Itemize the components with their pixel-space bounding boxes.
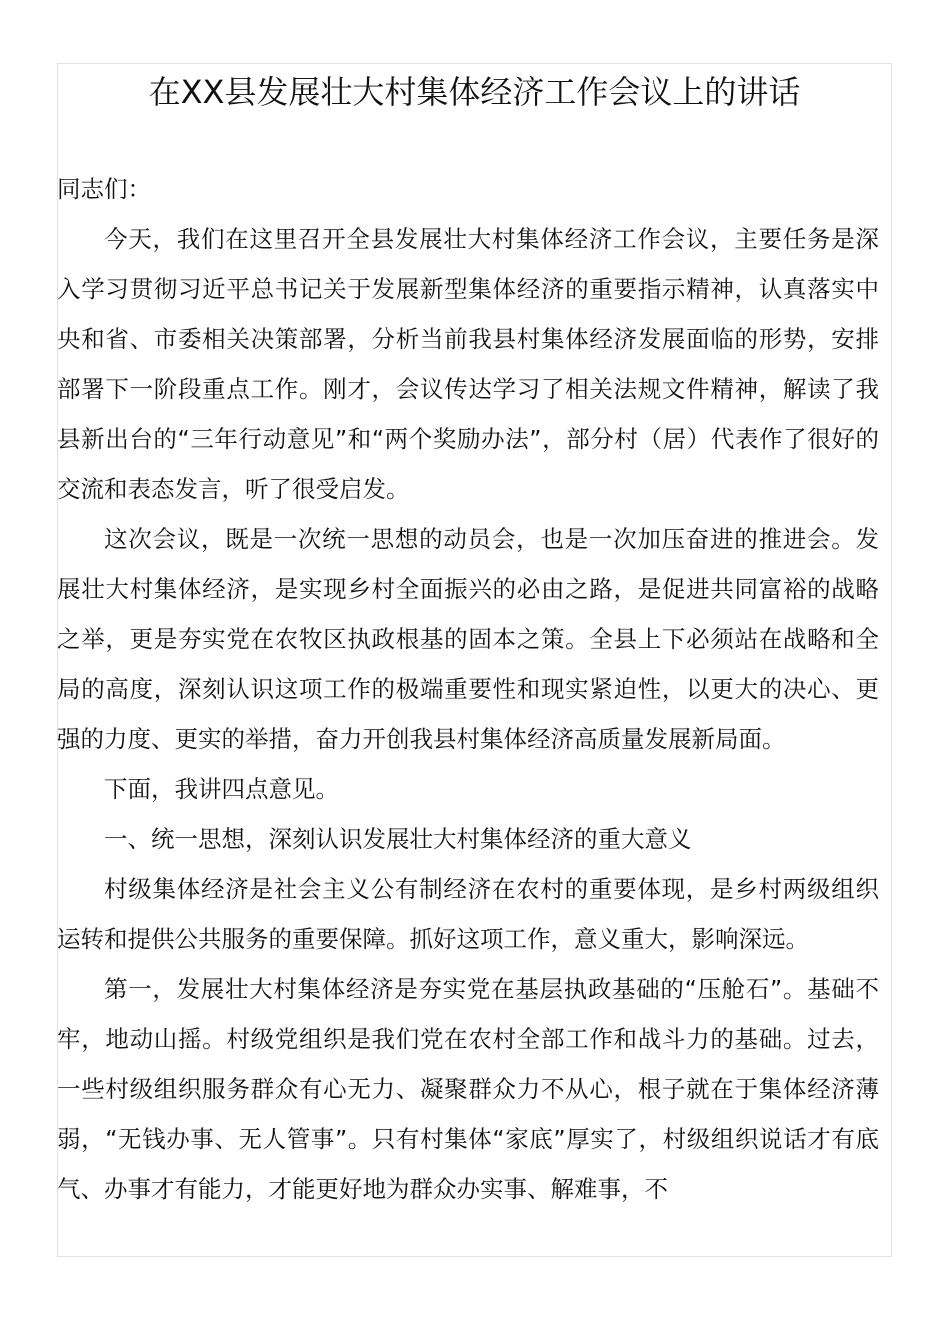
paragraph-meeting-purpose: 这次会议，既是一次统一思想的动员会，也是一次加压奋进的推进会。发展壮大村集体经济，是实现乡村全面振兴的必由之路，是促进共同富裕的战略之举，更是夯实党在农牧区执政根基的固本之策。全县上下必须站在战略和全局的高度，深刻认识这项工作的极端重要性和现实紧迫性，以更大的决心、更强的力度、更实的举措，奋力开创我县村集体经济高质量发展新局面。: [57, 525, 879, 753]
document-body: [57, 164, 879, 1214]
paragraph-significance: 村级集体经济是社会主义公有制经济在农村的重要体现，是乡村两级组织运转和提供公共服务的重要保障。抓好这项工作，意义重大，影响深远。: [57, 875, 879, 953]
salutation: 同志们：: [57, 175, 151, 203]
paragraph-first-point: 第一，发展壮大村集体经济是夯实党在基层执政基础的“压舱石”。基础不牢，地动山摇。村级党组织是我们党在农村全部工作和战斗力的基础。过去，一些村级组织服务群众有心无力、凝聚群众力不从心，根子就在于集体经济薄弱，“无钱办事、无人管事”。只有村集体“家底”厚实了，村级组织说话才有底气、办事才有能力，才能更好地为群众办实事、解难事，不: [57, 975, 879, 1203]
paragraph-outline: 下面，我讲四点意见。: [104, 775, 339, 803]
section-heading: 一、统一思想，深刻认识发展壮大村集体经济的重大意义: [104, 825, 692, 853]
paragraph-opening: 今天，我们在这里召开全县发展壮大村集体经济工作会议，主要任务是深入学习贯彻习近平总书记关于发展新型集体经济的重要指示精神，认真落实中央和省、市委相关决策部署，分析当前我县村集体经济发展面临的形势，安排部署下一阶段重点工作。刚才，会议传达学习了相关法规文件精神，解读了我县新出台的“三年行动意见”和“两个奖励办法”，部分村（居）代表作了很好的交流和表态发言，听了很受启发。: [57, 225, 879, 503]
document-title: 在XX县发展壮大村集体经济工作会议上的讲话: [148, 73, 801, 111]
